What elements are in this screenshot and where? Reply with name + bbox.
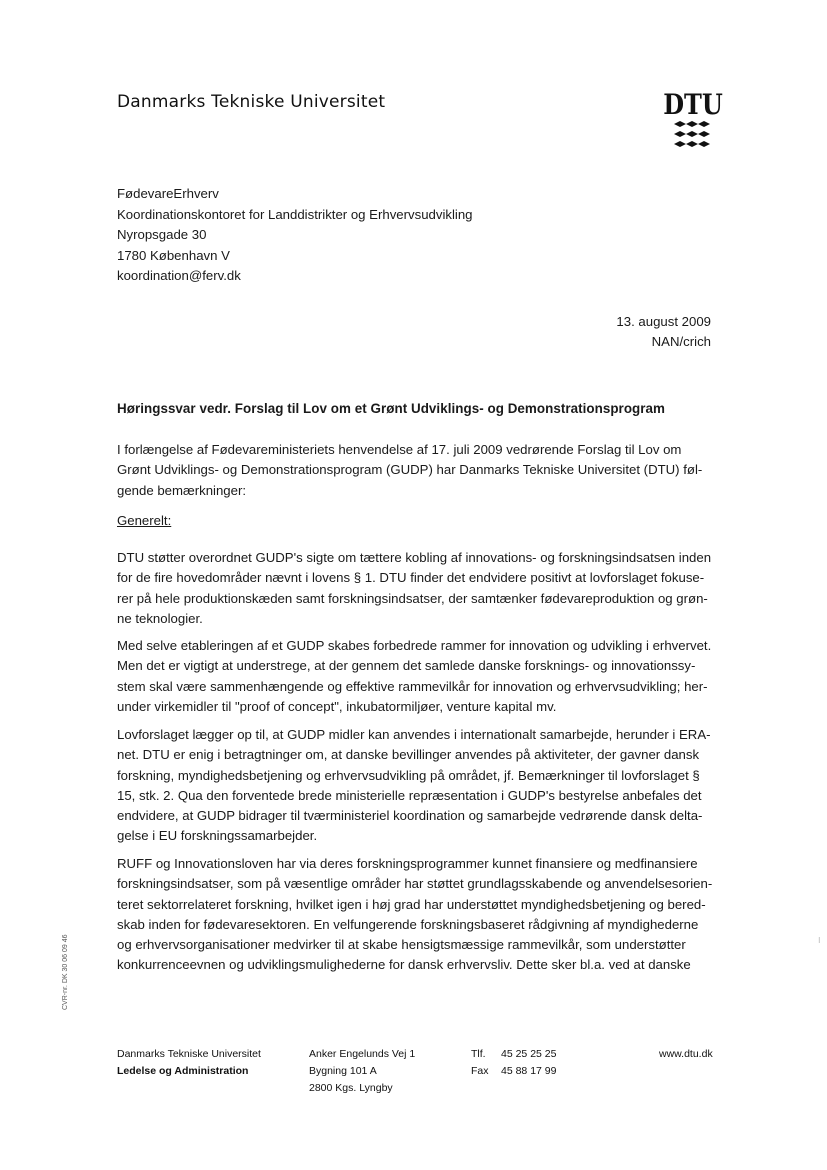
fax-label: Fax (471, 1065, 489, 1077)
cvr-side-mark: CVR-nr. DK 30 06 09 46 (62, 934, 69, 1010)
text-line: for de fire hovedområder nævnt i lovens § 1. DTU finder det endvidere positivt at lovforslaget fokuse- (117, 570, 705, 586)
phone-number: 45 25 25 25 (501, 1048, 557, 1060)
footer-contact (471, 1046, 556, 1080)
footer-line: Danmarks Tekniske Universitet (117, 1048, 261, 1060)
text-line: Med selve etableringen af et GUDP skabes forbedrede rammer for innovation og udvikling i erhvervet. (117, 638, 712, 653)
text-line: net. DTU er enig i betragtninger om, at danske bevillinger anvendes på aktiviteter, der gavner dansk (117, 747, 700, 763)
text-line: skab inden for fødevaresektoren. En velfungerende forskningsbaseret rådgivning af myndighederne (117, 916, 699, 932)
text-line: RUFF og Innovationsloven har via deres forskningsprogrammer kunnet finansiere og medfinansiere (117, 856, 698, 871)
text-line: konkurrenceevnen og udviklingsmulighederne for dansk erhvervsliv. Dette sker bl.a. ved at danske (117, 957, 691, 973)
paragraph-1 (117, 548, 713, 629)
address-line: Nyropsgade 30 (117, 227, 207, 242)
date-block (616, 312, 711, 352)
text-line: Lovforslaget lægger op til, at GUDP midler kan anvendes i internationalt samarbejde, herunder i ERA- (117, 727, 711, 742)
text-line: teret sektorrelateret forskning, hvilket igen i høj grad har understøttet myndighedsbetjening og bered- (117, 896, 706, 912)
text-line: gende bemærkninger: (117, 482, 247, 498)
letter-subject: Høringssvar vedr. Forslag til Lov om et Grønt Udviklings- og Demonstrationsprogram (117, 401, 665, 416)
address-line: 1780 København V (117, 247, 230, 263)
text-line: I forlængelse af Fødevareministeriets henvendelse af 17. juli 2009 vedrørende Forslag til Lov om (117, 442, 682, 457)
footer-line: Bygning 101 A (309, 1065, 377, 1077)
fax-number: 45 88 17 99 (501, 1065, 557, 1077)
text-line: og erhvervsorganisationer medvirker til at skabe hensigtsmæssige rammevilkår, som understøtter (117, 937, 686, 953)
text-line: gelse i EU forskningssamarbejder. (117, 828, 318, 844)
letter-date: 13. august 2009 (616, 314, 711, 329)
text-line: DTU støtter overordnet GUDP's sigte om tættere kobling af innovations- og forskningsindsatsen inden (117, 550, 712, 565)
text-line: under virkemidler til "proof of concept", inkubatormiljøer, venture kapital mv. (117, 698, 557, 714)
address-email: koordination@ferv.dk (117, 268, 241, 283)
org-name: Danmarks Tekniske Universitet (117, 92, 386, 112)
paragraph-4 (117, 854, 713, 976)
text-line: endvidere, at GUDP bidrager til tværministeriel koordination og samarbejde vedrørende dansk delta- (117, 808, 703, 824)
paragraph-3 (117, 725, 713, 847)
phone-label: Tlf. (471, 1048, 486, 1060)
address-line: Koordinationskontoret for Landdistrikter og Erhvervsudvikling (117, 206, 473, 222)
footer-address (309, 1046, 415, 1097)
footer-line: Anker Engelunds Vej 1 (309, 1048, 416, 1060)
intro-paragraph (117, 440, 713, 501)
recipient-address (117, 184, 473, 287)
text-line: Men det er vigtigt at understrege, at der gennem det samlede danske forsknings- og innovationssy- (117, 658, 696, 674)
footer-line: 2800 Kgs. Lyngby (309, 1082, 393, 1094)
footer-website: www.dtu.dk (659, 1048, 713, 1060)
address-line: FødevareErhverv (117, 186, 219, 201)
dtu-logo (663, 89, 723, 154)
footer-line: Ledelse og Administration (117, 1065, 249, 1077)
text-line: stem skal være sammenhængende og effektive rammevilkår for innovation og erhvervsudvikling; her- (117, 678, 708, 694)
text-line: forskningsindsatser, som på væsentlige områder har støttet grundlagsskabende og anvendelsesorien- (117, 876, 713, 892)
text-line: Grønt Udviklings- og Demonstrationsprogram (GUDP) har Danmarks Tekniske Universitet (DTU) føl- (117, 462, 703, 478)
scan-speck: ⁝ (818, 936, 821, 945)
text-line: rer på hele produktionskæden samt forskningsindsatser, der samtænker fødevareproduktion og grøn- (117, 590, 708, 606)
text-line: forskning, myndighedsbetjening og erhvervsudvikling på området, jf. Bemærkninger til lovforslaget § (117, 767, 700, 783)
text-line: 15, stk. 2. Qua den forventede brede ministerielle repræsentation i GUDP's bestyrelse anbefales det (117, 787, 702, 803)
logo-text: DTU (663, 89, 723, 122)
letter-reference: NAN/crich (651, 334, 711, 349)
logo-waves-icon (674, 121, 710, 147)
text-line: ne teknologier. (117, 610, 203, 626)
paragraph-2 (117, 636, 713, 717)
footer-organization (117, 1046, 261, 1080)
section-heading: Generelt: (117, 513, 172, 528)
